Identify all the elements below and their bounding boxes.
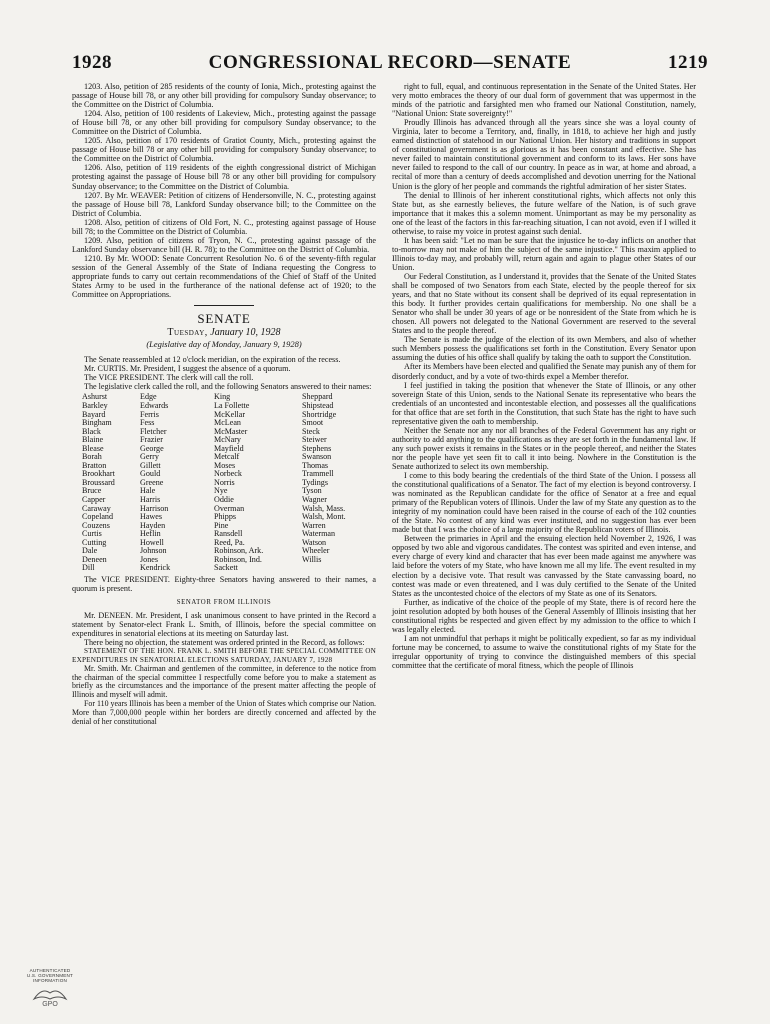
senator-name: Frazier <box>140 436 163 445</box>
senator-name: Gillett <box>140 461 161 470</box>
session-date-text: January 10, 1928 <box>210 327 281 339</box>
statement-paragraph: For 110 years Illinois has been a member of the Union of States which comprise our Nation. More than 7,000,000 people within her borders are directly concerned and affected by the denial of her constitutional <box>72 699 376 726</box>
header-title: CONGRESSIONAL RECORD—SENATE <box>208 52 572 73</box>
statement-paragraph: I feel justified in taking the position that whenever the State of Illinois, or any other sovereign State of this Union, sends to the National Senate its representative who bears the credentials of an uncontested and incontestable election, and possesses all the qualifications for that office that are set forth in the Constitution, that such State has the right to have such representative given the oath to membership. <box>392 380 696 426</box>
senator-name: Hale <box>140 487 156 496</box>
senator-name: McLean <box>214 419 241 428</box>
senator-name: Bingham <box>82 419 112 428</box>
proceeding-paragraph: The VICE PRESIDENT. Eighty-three Senators having answered to their names, a quorum is present. <box>72 574 376 593</box>
proceeding-paragraph: The legislative clerk called the roll, and the following Senators answered to their names: <box>84 382 372 392</box>
senator-name: Phipps <box>214 513 237 522</box>
senator-name <box>302 564 386 573</box>
senator-name: Caraway <box>82 504 111 513</box>
statement-paragraph: Further, as indicative of the choice of the people of my State, there is of record here the joint resolution adopted by both houses of the General Assembly of Illinois insisting that her constitutional rights be respected and given effect by my admission to the office to which I was legally elected. <box>392 597 696 634</box>
senator-name: Heflin <box>140 530 161 539</box>
senator-name: Jones <box>140 555 158 564</box>
proceeding-paragraph: The VICE PRESIDENT. The clerk will call the roll. <box>84 373 254 383</box>
senator-name: Norbeck <box>214 470 242 479</box>
right-column <box>392 82 696 670</box>
statement-paragraph: After its Members have been elected and qualified the Senate may punish any of them for disorderly conduct, and by a vote of two-thirds expel a Member therefor. <box>392 362 696 381</box>
senator-name: Robinson, Ind. <box>214 555 262 564</box>
senator-name: Gerry <box>140 453 159 462</box>
petition-paragraph: 1204. Also, petition of 100 residents of Lakeview, Mich., protesting against the passage of House bill 78, or any other bill providing for compulsory Sunday observance; to the Committee on the District of Columbia. <box>72 109 376 137</box>
senator-name: Mayfield <box>214 444 244 453</box>
senator-name: Greene <box>140 478 164 487</box>
statement-paragraph: It has been said: "Let no man be sure that the injustice he to-day inflicts on another that to-morrow may not make of him the subject of the same injustice." This maxim applied to Illinois to-day may, and probably will, return again and again to plague other States of our Union. <box>392 235 696 272</box>
statement-paragraph: Proudly Illinois has advanced through all the years since she was a loyal county of Virginia, later to become a Territory, and, finally, in 1818, to achieve her high and justly earned distinction of statehood in our National Union. Her history and traditions in support of constitutional government is as glorious as it has been constant and effective. She has never failed to maintain constitutional government and conform to its laws. Her sons have never failed to respond to the call of our country. In peace as in war, at home and abroad, a recital of more than a century of deeds accomplished and devotion unerring for the National Union is the glory of her people and commands the rightful admiration of her sister States. <box>392 118 696 191</box>
statement-paragraph: Mr. Smith. Mr. Chairman and gentlemen of the committee, in deference to the notice from the chairman of the special committee I respectfully come before you to make a statement as briefly as the circumstances and the importance of the present matter affecting the people of Illinois and myself will admit. <box>72 663 376 700</box>
senator-name: Thomas <box>302 461 329 470</box>
senator-name: George <box>140 444 164 453</box>
statement-paragraph: The denial to Illinois of her inherent constitutional rights, which affects not only this State but, as she earnestly believes, the future welfare of the Nation, is of such grave importance that it makes this a solemn moment. Unimportant as may be my personality as one of the least of the factors in this far-reaching situation, I can not avoid, even if I willed it otherwise, to raise my voice in protest against such denial. <box>392 190 696 236</box>
senator-name: McNary <box>214 436 241 445</box>
senator-name: Nye <box>214 487 228 496</box>
gpo-eagle-icon <box>30 985 70 1007</box>
senator-name: Overman <box>214 504 245 513</box>
petition-paragraph: 1205. Also, petition of 170 residents of Gratiot County, Mich., protesting against the passage of House bill 78 or any other bill providing for compulsory Sunday observance; to the Committee on the District of Columbia. <box>72 136 376 164</box>
senator-name: Steiwer <box>302 436 327 445</box>
senator-name: McMaster <box>214 427 248 436</box>
senator-name: Ashurst <box>82 393 108 402</box>
senator-name: Bayard <box>82 410 106 419</box>
senator-name: Steck <box>302 427 320 436</box>
petition-paragraph: 1203. Also, petition of 285 residents of the county of Ionia, Mich., protesting against the passage of House bill 78, or any other bill providing for compulsory Sunday observance; to the Committee on the District of Columbia. <box>72 82 376 110</box>
header-year: 1928 <box>72 52 112 73</box>
header-page-number: 1219 <box>667 52 708 73</box>
senator-name: Norris <box>214 478 235 487</box>
seal-line: U.S. GOVERNMENT <box>26 973 74 978</box>
petition-paragraph: 1210. By Mr. WOOD: Senate Concurrent Resolution No. 6 of the seventy-fifth regular session of the General Assembly of the State of Indiana requesting the Congress to appropriate funds to carry out certain recommendations of the Chief of Staff of the United States Army to be used in the furtherance of the national defense act of 1920; to the Committee on Appropriations. <box>72 253 376 300</box>
senator-name: Dill <box>82 564 95 573</box>
statement-paragraph: I am not unmindful that perhaps it might be politically expedient, so far as my individual fortune may be concerned, to assume to waive the constitutional rights of my State for the irregular opportunity of trying to convince the distinguished members of this special committee that the certificate of moral fitness, which the people of Illinois <box>392 633 696 670</box>
senator-name: Barkley <box>82 402 108 410</box>
legislative-day: (Legislative day of Monday, January 9, 1928) <box>146 339 302 350</box>
gpo-authentication-seal <box>20 968 80 1018</box>
petition-paragraph: 1207. By Mr. WEAVER: Petition of citizens of Hendersonville, N. C., protesting against the passage of House bill 78, Lankford Sunday observance bill; to the Committee on the District of Columbia. <box>72 190 376 218</box>
senator-name: Fletcher <box>140 427 167 436</box>
senator-name: Pine <box>214 521 229 530</box>
senator-name: Reed, Pa. <box>214 538 245 547</box>
senator-name: Swanson <box>302 453 332 462</box>
seal-line: AUTHENTICATED <box>29 968 71 973</box>
statement-title: STATEMENT OF THE HON. FRANK L. SMITH BEFORE THE SPECIAL COMMITTEE ON EXPENDITURES IN SENATORIAL ELECTIONS SATURDAY, JANUARY 7, 1928 <box>72 647 376 665</box>
senator-name: Harris <box>140 496 161 505</box>
senator-name: Capper <box>82 496 106 505</box>
senator-name: Hayden <box>140 521 166 530</box>
senator-name: Copeland <box>82 513 114 522</box>
senator-name: Blaine <box>82 436 104 445</box>
senator-name: Walsh, Mass. <box>302 504 346 513</box>
senator-name: La Follette <box>214 402 250 410</box>
senator-name: Sheppard <box>302 393 333 402</box>
proceeding-paragraph: Mr. DENEEN. Mr. President, I ask unanimous consent to have printed in the Record a statement by Senator-elect Frank L. Smith, of Illinois, before the special committee on expenditures in senatorial elections at its meeting on Saturday last. <box>72 611 376 639</box>
senator-name: Shortridge <box>302 410 337 419</box>
senator-name: Oddie <box>214 496 234 505</box>
statement-paragraph: Between the primaries in April and the ensuing election held November 2, 1926, I was opposed by two able and vigorous candidates. The contest was spirited and even intense, and every charge of every kind and character that has ever been made against me anywhere was laid before the voters of my State, who have known me all my life. The event resulted in my election by a decisive vote. That result was canvassed by the State canvassing board, no contest was made or even threatened, and I was duly certified to the Senate of the United States as the uncontested choice of the electors of my State as one of its Senators. <box>392 534 696 598</box>
senator-name: Shipstead <box>302 402 334 410</box>
session-date <box>72 328 376 337</box>
proceeding-paragraph: There being no objection, the statement was ordered printed in the Record, as follows: <box>84 638 365 648</box>
senator-name: Tyson <box>302 487 322 496</box>
statement-paragraph: The Senate is made the judge of the election of its own Members, and also of whether such Members possess the qualifications set forth in the Constitution. Every Senator upon assuming the duties of his office shall qualify by taking the oath to support the Constitution. <box>392 335 696 363</box>
senator-name: Dale <box>82 547 98 556</box>
senator-name: Smoot <box>302 419 324 428</box>
senator-name: Curtis <box>82 530 102 539</box>
gpo-mark: GPO <box>42 1001 58 1007</box>
senator-name: Waterman <box>302 530 336 539</box>
senator-name: Borah <box>82 453 102 462</box>
section-subheading: SENATOR FROM ILLINOIS <box>176 599 272 607</box>
senator-name: Sackett <box>214 564 238 573</box>
senator-name: Bratton <box>82 461 107 470</box>
senator-name: Walsh, Mont. <box>302 513 346 522</box>
senator-name: Edge <box>140 393 157 402</box>
proceeding-paragraph: The Senate reassembled at 12 o'clock meridian, on the expiration of the recess. <box>84 355 341 365</box>
senator-name: Deneen <box>82 555 107 564</box>
senator-name: Robinson, Ark. <box>214 547 264 556</box>
senator-name: Hawes <box>140 513 163 522</box>
senator-name: Tydings <box>302 478 328 487</box>
senator-name: Warren <box>302 521 326 530</box>
petition-paragraph: 1208. Also, petition of citizens of Old Fort, N. C., protesting against passage of House bill 78; to the Committee on the District of Columbia. <box>72 217 376 236</box>
senator-name: Stephens <box>302 444 332 453</box>
statement-paragraph: right to full, equal, and continuous representation in the Senate of the United States. Her very motto embraces the theory of our dual form of government that was uppermost in the minds of the patriotic and farsighted men who framed our National Constitution, namely, "National Union: State sovereignty!" <box>392 82 696 119</box>
senator-name: McKellar <box>214 410 246 419</box>
left-column <box>72 82 376 726</box>
proceeding-paragraph: Mr. CURTIS. Mr. President, I suggest the absence of a quorum. <box>84 364 291 374</box>
senator-name: Blease <box>82 444 104 453</box>
senator-name: Wagner <box>302 496 327 505</box>
senator-name: Bruce <box>82 487 102 496</box>
senator-name: Moses <box>214 461 236 470</box>
senator-name: Howell <box>140 538 164 547</box>
senator-name: Gould <box>140 470 161 479</box>
petition-paragraph: 1209. Also, petition of citizens of Tryon, N. C., protesting against passage of the Lankford Sunday observance bill (H. R. 78); to the Committee on the District of Columbia. <box>72 235 376 254</box>
senator-name: Ransdell <box>214 530 243 539</box>
senator-name: King <box>214 393 231 402</box>
senator-name: Edwards <box>140 402 169 410</box>
session-day: Tuesday, <box>167 327 208 339</box>
petition-paragraph: 1206. Also, petition of 119 residents of the eighth congressional district of Michigan protesting against the passage of House bill 78 or any other bill providing for compulsory Sunday observance; to the Committee on the District of Columbia. <box>72 163 376 191</box>
senator-name: Metcalf <box>214 453 240 462</box>
senate-heading: SENATE <box>197 311 251 327</box>
senator-name: Johnson <box>140 547 167 556</box>
senator-name: Fess <box>140 419 155 428</box>
senator-name: Watson <box>302 538 327 547</box>
senator-name: Broussard <box>82 478 115 487</box>
senator-name: Wheeler <box>302 547 330 556</box>
senator-name: Ferris <box>140 410 159 419</box>
senator-name: Couzens <box>82 521 110 530</box>
page-header <box>72 52 708 76</box>
senator-roll-call-list <box>82 393 376 572</box>
statement-paragraph: I come to this body bearing the credentials of the third State of the Union. I possess all the constitutional qualifications of a Senator. The fact of my election is beyond controversy. I was nominated as the Republican candidate for the office of Senator at a free and equal primary of the Republican voters of Illinois. Under the law of my State any question as to the integrity of my nomination could have been raised in the course of each of the 102 counties of the State. No contest of any kind was ever instituted, and no suggestion has ever been made but that I was the choice of a large majority of the Republican voters of Illinois. <box>392 471 696 535</box>
senator-name: Kendrick <box>140 564 171 573</box>
statement-paragraph: Neither the Senate nor any nor all branches of the Federal Government has any right or authority to add anything to the qualifications as they are set forth in the fundamental law. If any such power exists it remains in the States or in the people thereof, and neither the States nor the people have yet seen fit to call it into being. Nowhere in the Constitution is the Senate authorized to select its own membership. <box>392 425 696 471</box>
seal-line: INFORMATION <box>32 978 67 983</box>
senator-name: Trammell <box>302 470 334 479</box>
section-divider <box>194 305 254 306</box>
senator-name: Willis <box>302 555 322 564</box>
senator-name: Brookhart <box>82 470 115 479</box>
senator-name: Harrison <box>140 504 169 513</box>
statement-paragraph: Our Federal Constitution, as I understand it, provides that the Senate of the United States shall be composed of two Senators from each State, elected by the people thereof for six years, and that no State without its consent shall be deprived of its equal representation in this body. It further provides certain qualifications for membership. No one shall be a Senator who shall be under 30 years of age or be nonresident of the State from which he is chosen. All powers not delegated to the National Government are reserved to the several States and to the people thereof. <box>392 271 696 336</box>
senator-name: Black <box>82 427 101 436</box>
senator-name: Cutting <box>82 538 107 547</box>
